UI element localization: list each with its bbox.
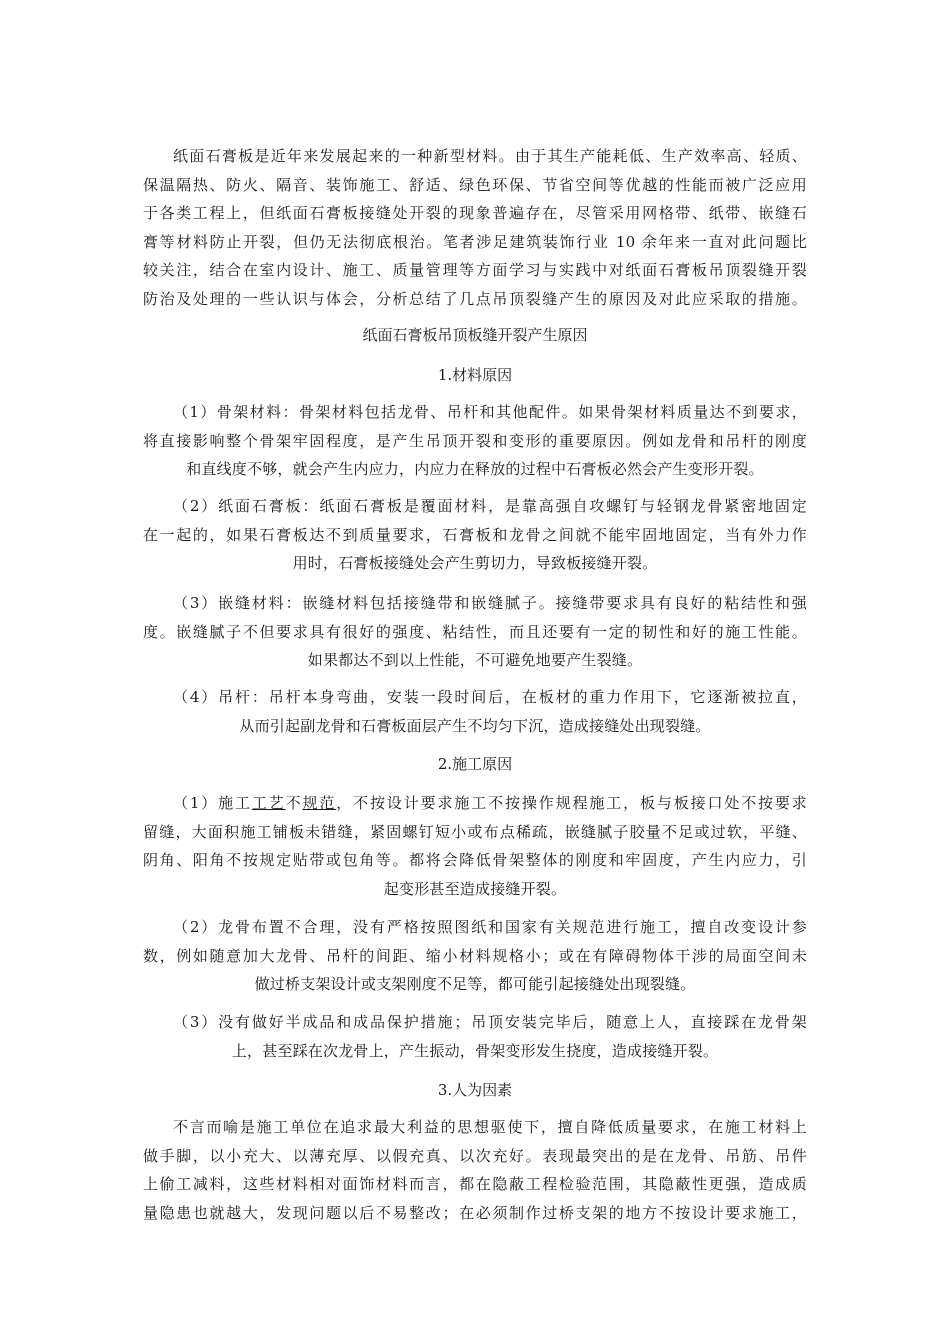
text-line: 做过桥支架设计或支架刚度不足等，都可能引起接缝处出现裂缝。 [254, 975, 696, 993]
paragraph-protection-measures [143, 1008, 807, 1065]
section-heading: 2.施工原因 [437, 755, 513, 773]
text-line: 阴角、阳角不按规定贴带或包角等。都将会降低骨架整体的刚度和牢固度，产生内应力，引 [143, 851, 807, 869]
text-line: 在一起的，如果石膏板达不到质量要求，石膏板和龙骨之间就不能牢固地固定，当有外力作 [143, 525, 807, 544]
text-line [143, 789, 807, 818]
text-line: 做手脚，以小充大、以薄充厚、以假充真、以次充好。表现最突出的是在龙骨、吊筋、吊件 [143, 1146, 807, 1165]
text-line: 不言而喻是施工单位在追求最大利益的思想驱使下，擅自降低质量要求，在施工材料上 [173, 1118, 807, 1136]
paragraph-joint-material [143, 589, 807, 675]
text-line: 保温隔热、防火、隔音、装饰施工、舒适、绿色环保、节省空间等优越的性能而被广泛应用 [143, 175, 807, 194]
section-heading: 3.人为因素 [437, 1081, 513, 1099]
text-line: 纸面石膏板是近年来发展起来的一种新型材料。由于其生产能耗低、生产效率高、轻质、 [173, 147, 807, 165]
text-line: 如果都达不到以上性能，不可避免地要产生裂缝。 [307, 651, 643, 669]
text-line: 和直线度不够，就会产生内应力，内应力在释放的过程中石膏板必然会产生变形开裂。 [186, 460, 764, 478]
text-span: 不 [285, 794, 303, 812]
text-line: 将直接影响整个骨架牢固程度，是产生吊顶开裂和变形的重要原因。例如龙骨和吊杆的刚度 [143, 431, 807, 450]
paragraph-keel-layout [143, 913, 807, 999]
text-line: 数，例如随意加大龙骨、吊杆的间距、缩小材料规格小；或在有障碍物体干涉的局面空间未 [143, 946, 807, 965]
text-line: 留缝，大面积施工铺板未错缝，紧固螺钉短小或布点稀疏，嵌缝腻子胶量不足或过软，平缝、 [143, 822, 807, 841]
text-line: （1）骨架材料：骨架材料包括龙骨、吊杆和其他配件。如果骨架材料质量达不到要求， [173, 403, 807, 421]
text-line: （4）吊杆：吊杆本身弯曲，安装一段时间后，在板材的重力作用下，它逐渐被拉直， [173, 688, 807, 706]
paragraph-hanger-rod [143, 683, 807, 740]
text-span: ，不按设计要求施工不按操作规程施工，板与板接口处不按要求 [336, 794, 808, 812]
text-line: 量隐患也就越大，发现问题以后不易整改；在必须制作过桥支架的地方不按设计要求施工， [143, 1203, 807, 1222]
section-heading: 1.材料原因 [437, 366, 513, 384]
text-line: 从而引起副龙骨和石膏板面层产生不均匀下沉，造成接缝处出现裂缝。 [239, 716, 711, 735]
text-span: （1）施工 [173, 794, 252, 812]
text-line: 度。嵌缝腻子不但要求具有很好的强度、粘结性，而且还要有一定的韧性和好的施工性能。 [143, 622, 807, 641]
paragraph-skeleton-material [143, 398, 807, 484]
text-line: （3）嵌缝材料：嵌缝材料包括接缝带和嵌缝腻子。接缝带要求具有良好的粘结性和强 [173, 594, 807, 612]
text-line: （3）没有做好半成品和成品保护措施；吊顶安装完毕后，随意上人，直接踩在龙骨架 [173, 1013, 807, 1031]
paragraph-gypsum-board [143, 492, 807, 578]
paragraph-construction-process [143, 789, 807, 903]
text-line: 起变形甚至造成接缝开裂。 [383, 879, 567, 898]
text-line: 较关注，结合在室内设计、施工、质量管理等方面学习与实践中对纸面石膏板吊顶裂缝开裂 [143, 261, 807, 279]
text-line: （2）龙骨布置不合理，没有严格按照图纸和国家有关规范进行施工，擅自改变设计参 [173, 918, 807, 936]
text-line: 上，甚至踩在次龙骨上，产生振动，骨架变形发生挠度，造成接缝开裂。 [231, 1041, 719, 1060]
text-line: 防治及处理的一些认识与体会，分析总结了几点吊顶裂缝产生的原因及对此应采取的措施。 [143, 289, 807, 308]
intro-paragraph [143, 142, 807, 313]
text-line: 上偷工减料，这些材料相对面饰材料而言，都在隐蔽工程检验范围，其隐蔽性更强，造成质 [143, 1175, 807, 1193]
underlined-text: 规范 [302, 794, 337, 812]
text-line: （2）纸面石膏板：纸面石膏板是覆面材料，是靠高强自攻螺钉与轻钢龙骨紧密地固定 [173, 497, 807, 515]
text-line: 用时，石膏板接缝处会产生剪切力，导致板接缝开裂。 [292, 554, 658, 572]
text-line: 膏等材料防止开裂，但仍无法彻底根治。笔者涉足建筑装饰行业 10 余年来一直对此问题比 [143, 232, 807, 251]
section-title: 纸面石膏板吊顶板缝开裂产生原因 [362, 326, 588, 344]
underlined-text: 工艺 [251, 794, 286, 812]
paragraph-human-factors [143, 1113, 807, 1227]
text-line: 于各类工程上，但纸面石膏板接缝处开裂的现象普遍存在，尽管采用网格带、纸带、嵌缝石 [143, 204, 807, 222]
